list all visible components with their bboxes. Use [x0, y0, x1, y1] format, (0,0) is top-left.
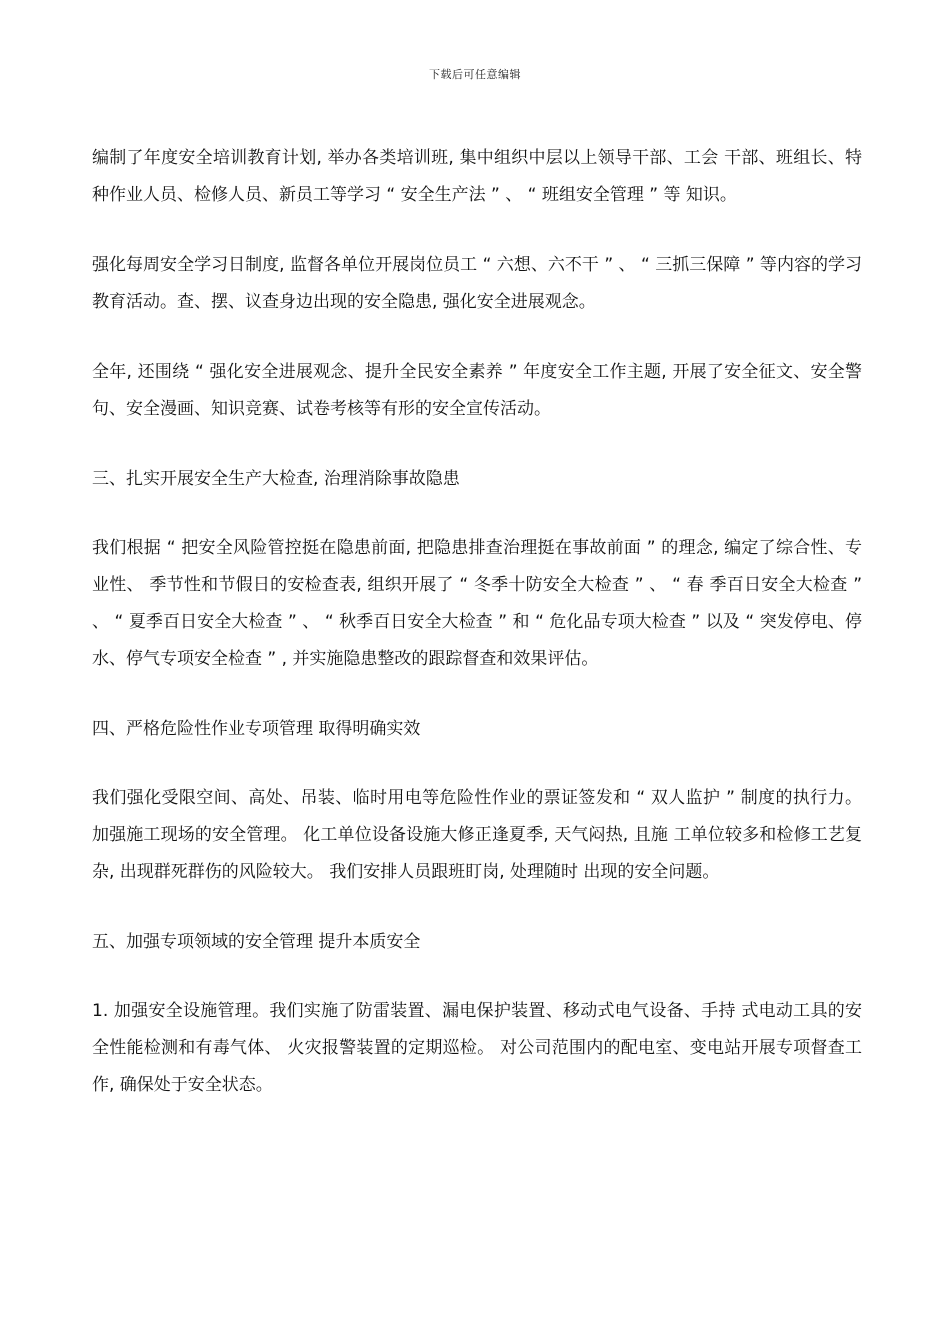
page-header-note: 下载后可任意编辑	[429, 68, 521, 81]
paragraph-hazardous-work: 我们强化受限空间、高处、吊装、临时用电等危险性作业的票证签发和 “ 双人监护 ” 制度的执行力。加强施工现场的安全管理。 化工单位设备设施大修正逢夏季, 天气闷热, 且施 工单位较多和检修工艺复杂, 出现群死群伤的风险较大。 我们安排人员跟班盯岗, 处理随时 出现的安全问题。	[92, 788, 862, 882]
paragraph-inspections: 我们根据 “ 把安全风险管控挺在隐患前面, 把隐患排查治理挺在事故前面 ” 的理念, 编定了综合性、专业性、 季节性和节假日的安检查表, 组织开展了 “ 冬季十防安全大检查 ” 、 “ 春 季百日安全大检查 ” 、 “ 夏季百日安全大检查 ” 、 “ 秋季百日安全大检查 ” 和 “ 危化品专项大检查 ” 以及 “ 突发停电、停水、停气专项安全检查 ” , 并实施隐患整改的跟踪督查和效果评估。	[92, 538, 862, 669]
section-heading-3: 三、扎实开展安全生产大检查, 治理消除事故隐患	[92, 469, 460, 489]
section-heading-5: 五、加强专项领域的安全管理 提升本质安全	[92, 932, 421, 952]
section-heading-4: 四、严格危险性作业专项管理 取得明确实效	[92, 719, 421, 739]
paragraph-training-plan: 编制了年度安全培训教育计划, 举办各类培训班, 集中组织中层以上领导干部、工会 干部、班组长、特种作业人员、检修人员、新员工等学习 “ 安全生产法 ” 、 “ 班组安全管理 ” 等 知识。	[92, 148, 862, 205]
paragraph-annual-theme: 全年, 还围绕 “ 强化安全进展观念、提升全民安全素养 ” 年度安全工作主题, 开展了安全征文、安全警句、安全漫画、知识竞赛、试卷考核等有形的安全宣传活动。	[92, 362, 862, 419]
document-body	[92, 140, 862, 1137]
paragraph-weekly-study: 强化每周安全学习日制度, 监督各单位开展岗位员工 “ 六想、六不干 ” 、 “ 三抓三保障 ” 等内容的学习教育活动。查、摆、议查身边出现的安全隐患, 强化安全进展观念。	[92, 255, 862, 312]
paragraph-safety-facilities: 1. 加强安全设施管理。我们实施了防雷装置、漏电保护装置、移动式电气设备、手持 式电动工具的安全性能检测和有毒气体、 火灾报警装置的定期巡检。 对公司范围内的配电室、变电站开展专项督查工作, 确保处于安全状态。	[92, 1001, 862, 1095]
